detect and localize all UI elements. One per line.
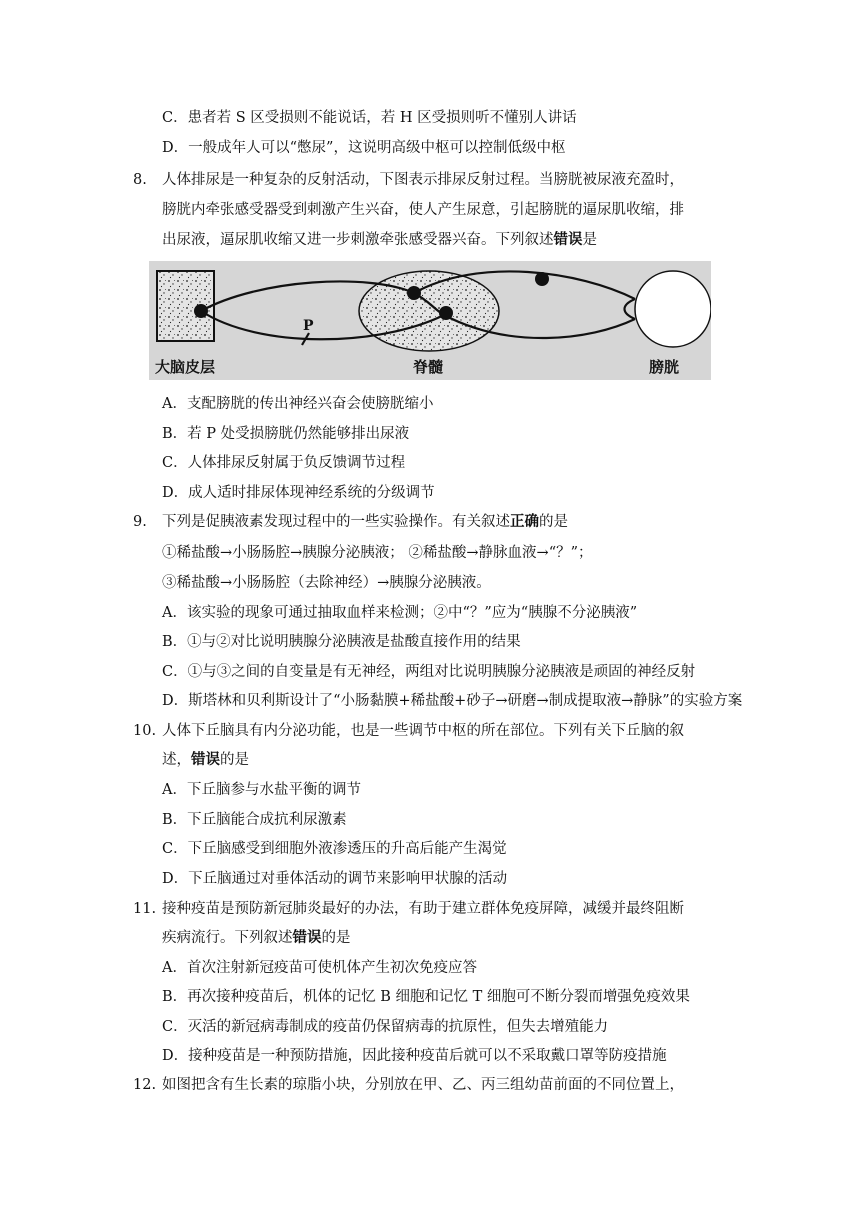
option-c: C．人体排尿反射属于负反馈调节过程	[162, 455, 406, 471]
option-a: A．首次注射新冠疫苗可使机体产生初次免疫应答	[162, 960, 477, 976]
question-8-text-line2: 膀胱内牵张感受器受到刺激产生兴奋，使人产生尿意，引起膀胱的逼尿肌收缩，排	[162, 202, 684, 218]
option-d: D．下丘脑通过对垂体活动的调节来影响甲状腺的活动	[162, 871, 508, 887]
text-segment: 的是	[321, 930, 351, 946]
emphasis-word: 错误	[292, 929, 322, 946]
label-bladder: 膀胱	[649, 358, 680, 376]
question-10-text-line2	[162, 750, 249, 770]
label-spinal-cord: 脊髓	[413, 358, 444, 376]
question-9-text-line1	[162, 512, 568, 532]
question-8-text-line3	[162, 230, 597, 250]
experiment-line-2: ③稀盐酸→小肠肠腔（去除神经）→胰腺分泌胰液。	[162, 575, 491, 591]
text-segment: 述，	[162, 752, 191, 768]
option-d: D．一般成年人可以“憋尿”，这说明高级中枢可以控制低级中枢	[162, 140, 566, 156]
label-p: P	[303, 318, 314, 334]
option-b: B．若 P 处受损膀胱仍然能够排出尿液	[162, 426, 410, 442]
option-a: A．支配膀胱的传出神经兴奋会使膀胱缩小	[162, 396, 434, 412]
question-12-text-line1: 如图把含有生长素的琼脂小块，分别放在甲、乙、丙三组幼苗前面的不同位置上，	[162, 1077, 684, 1093]
question-8-text-line1: 人体排尿是一种复杂的反射活动，下图表示排尿反射过程。当膀胱被尿液充盈时，	[162, 172, 684, 188]
option-b: B．下丘脑能合成抗利尿激素	[162, 812, 347, 828]
option-b: B．①与②对比说明胰腺分泌胰液是盐酸直接作用的结果	[162, 634, 521, 650]
spinal-neuron-body-1	[407, 286, 421, 300]
question-number: 9.	[133, 514, 147, 530]
option-d: D．接种疫苗是一种预防措施，因此接种疫苗后就可以不采取戴口罩等防疫措施	[162, 1048, 667, 1064]
bladder-circle	[635, 271, 711, 347]
question-number: 10.	[133, 723, 157, 739]
question-11-text-line1: 接种疫苗是预防新冠肺炎最好的办法，有助于建立群体免疫屏障，减缓并最终阻断	[162, 901, 684, 917]
micturition-reflex-diagram	[149, 261, 711, 380]
text-segment: 出尿液，逼尿肌收缩又进一步刺激牵张感受器兴奋。下列叙述	[162, 232, 554, 248]
option-d: D．斯塔林和贝利斯设计了“小肠黏膜+稀盐酸+砂子→研磨→制成提取液→静脉”的实验方案	[162, 693, 743, 709]
option-a: A．下丘脑参与水盐平衡的调节	[162, 782, 361, 798]
spinal-neuron-body-2	[439, 306, 453, 320]
text-segment: 是	[582, 232, 597, 248]
text-segment: 下列是促胰液素发现过程中的一些实验操作。有关叙述	[162, 514, 510, 530]
option-d: D．成人适时排尿体现神经系统的分级调节	[162, 485, 435, 501]
question-number: 8.	[133, 172, 147, 188]
option-b: B．再次接种疫苗后，机体的记忆 B 细胞和记忆 T 细胞可不断分裂而增强免疫效果	[162, 989, 690, 1005]
question-number: 11.	[133, 901, 157, 917]
question-10-text-line1: 人体下丘脑具有内分泌功能，也是一些调节中枢的所在部位。下列有关下丘脑的叙	[162, 723, 684, 739]
option-c: C．患者若 S 区受损则不能说话，若 H 区受损则听不懂别人讲话	[162, 110, 577, 126]
question-number: 12.	[133, 1077, 157, 1093]
ganglion-neuron-body	[535, 272, 549, 286]
option-c: C．灭活的新冠病毒制成的疫苗仍保留病毒的抗原性，但失去增殖能力	[162, 1019, 609, 1035]
option-a: A．该实验的现象可通过抽取血样来检测；②中“？”应为“胰腺不分泌胰液”	[162, 605, 638, 621]
question-11-text-line2	[162, 928, 351, 948]
emphasis-word: 错误	[553, 231, 583, 248]
label-cerebral-cortex: 大脑皮层	[155, 358, 216, 376]
cortex-neuron-body	[194, 304, 208, 318]
emphasis-word: 正确	[510, 513, 539, 530]
text-segment: 疾病流行。下列叙述	[162, 930, 293, 946]
text-segment: 的是	[220, 752, 249, 768]
option-c: C．下丘脑感受到细胞外液渗透压的升高后能产生渴觉	[162, 841, 507, 857]
experiment-line-1: ①稀盐酸→小肠肠腔→胰腺分泌胰液； ②稀盐酸→静脉血液→“？”；	[162, 545, 593, 561]
text-segment: 的是	[539, 514, 568, 530]
emphasis-word: 错误	[191, 751, 220, 768]
option-c: C．①与③之间的自变量是有无神经，两组对比说明胰腺分泌胰液是顽固的神经反射	[162, 664, 696, 680]
